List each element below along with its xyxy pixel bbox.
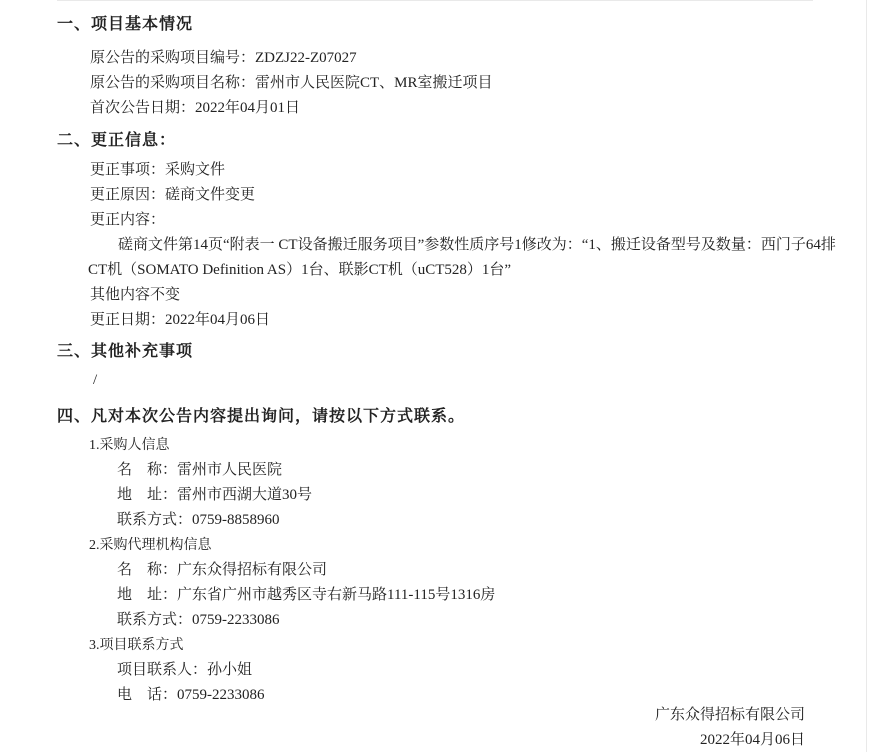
section2-body [0,158,871,233]
correction-content-label: 更正内容： [90,212,166,228]
section3-heading: 三、其他补充事项 [57,343,194,360]
contact-group-purchaser [0,433,871,533]
correction-reason-line: 更正原因：磋商文件变更 [90,187,256,203]
contact-group-project [0,633,871,708]
first-announce-date-line: 首次公告日期：2022年04月01日 [90,100,301,116]
correction-item-line: 更正事项：采购文件 [90,162,226,178]
section4-heading: 四、凡对本次公告内容提出询问，请按以下方式联系。 [57,408,466,425]
agency-contact-line: 联系方式：0759-2233086 [117,612,280,628]
page-top-border [57,0,813,1]
purchaser-name-line: 名 称：雷州市人民医院 [117,462,283,478]
section2-body-tail [0,283,871,333]
page-right-border [866,0,867,752]
signature-block [0,703,871,752]
footer-date: 2022年04月06日 [699,732,805,748]
purchaser-contact-line: 联系方式：0759-8858960 [117,512,280,528]
section1-heading: 一、项目基本情况 [57,16,194,33]
footer-company: 广东众得招标有限公司 [654,707,805,723]
purchaser-title: 1.采购人信息 [89,438,170,453]
section1-body [0,46,871,121]
contact-group-agency [0,533,871,633]
project-name-line: 原公告的采购项目名称：雷州市人民医院CT、MR室搬迁项目 [90,75,493,91]
section3-content: / [93,372,98,388]
project-contact-phone-line: 电 话：0759-2233086 [117,687,265,703]
agency-name-line: 名 称：广东众得招标有限公司 [117,562,328,578]
section2-heading: 二、更正信息： [57,132,177,149]
purchaser-address-line: 地 址：雷州市西湖大道30号 [117,487,313,503]
correction-content-paragraph: 磋商文件第14页“附表一 CT设备搬迁服务项目”参数性质序号1修改为：“1、搬迁设备型号及数量：西门子64排CT机（SOMATO Definition AS）1台、联影CT机（uCT528）1台” [88,237,836,278]
agency-title: 2.采购代理机构信息 [89,538,212,553]
agency-address-line: 地 址：广东省广州市越秀区寺右新马路111-115号1316房 [117,587,496,603]
project-contact-person-line: 项目联系人：孙小姐 [117,662,253,678]
project-number-line: 原公告的采购项目编号：ZDZJ22-Z07027 [90,50,357,66]
correction-date-line: 更正日期：2022年04月06日 [90,312,271,328]
project-contact-title: 3.项目联系方式 [89,638,184,653]
other-content-unchanged-line: 其他内容不变 [90,287,181,303]
contact-groups [0,433,871,708]
